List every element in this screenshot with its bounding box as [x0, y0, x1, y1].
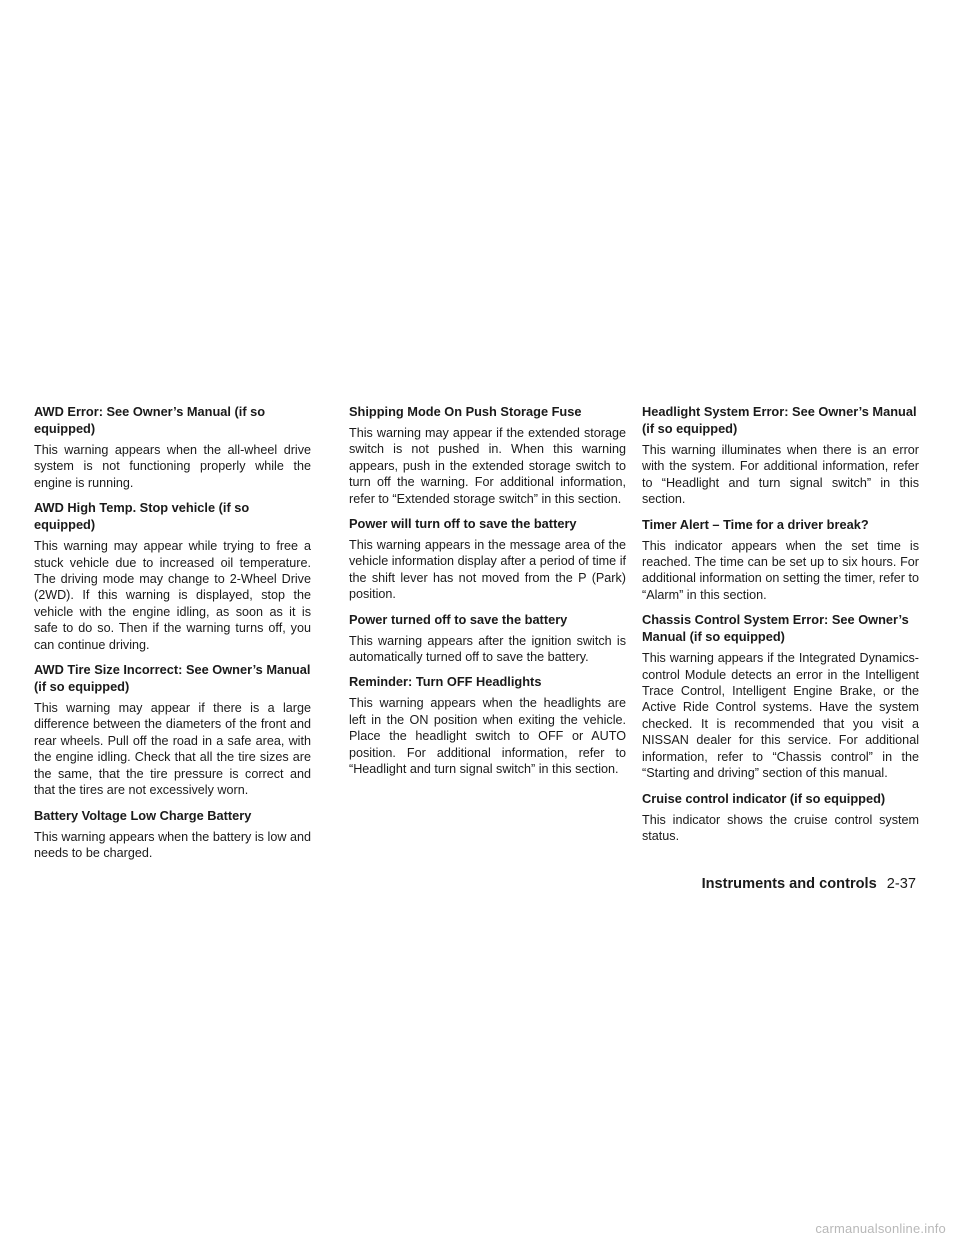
section-body: This warning appears when the all-wheel drive system is not functioning properly while the engine is running.	[34, 443, 311, 490]
section-body: This warning illuminates when there is an error with the system. For additional information, refer to “Headlight and turn signal switch” in this section.	[642, 443, 919, 507]
section-heading: Cruise control indicator (if so equipped)	[642, 790, 886, 806]
section-heading: Reminder: Turn OFF Headlights	[349, 674, 542, 690]
section-heading: Shipping Mode On Push Storage Fuse	[349, 404, 582, 419]
page-number: 2-37	[886, 876, 916, 892]
section-heading: Power will turn off to save the battery	[349, 516, 577, 532]
section-heading: Battery Voltage Low Charge Battery	[34, 807, 252, 823]
section-heading: Headlight System Error: See Owner’s Manual (if so equipped)	[642, 404, 917, 436]
section-heading: AWD Error: See Owner’s Manual (if so equipped)	[34, 404, 266, 436]
text-column-1	[34, 403, 311, 869]
text-column-3	[642, 403, 919, 852]
section-body: This warning may appear if the extended storage switch is not pushed in. When this warning appears, push in the extended storage switch to turn off the warning. For additional information, refer to “Extended storage switch” in this section.	[349, 426, 626, 506]
section-body: This indicator shows the cruise control system status.	[642, 812, 919, 843]
watermark-text: carmanualsonline.info	[815, 1221, 946, 1236]
section-body: This warning appears in the message area of the vehicle information display after a period of time if the shift lever has not moved from the P (Park) position.	[349, 538, 626, 602]
footer-section-title: Instruments and controls	[701, 876, 877, 892]
page-footer	[702, 876, 916, 892]
section-heading: AWD High Temp. Stop vehicle (if so equipped)	[34, 500, 250, 533]
section-body: This warning may appear if there is a large difference between the diameters of the front and rear wheels. Pull off the road in a safe area, with the engine idling. Check that all the tire sizes are the same, that the tire pressure is correct and that the tires are not excessively worn.	[34, 701, 311, 798]
section-body: This warning appears after the ignition switch is automatically turned off to save the battery.	[349, 633, 626, 665]
section-heading: Timer Alert – Time for a driver break?	[642, 516, 869, 532]
section-body: This warning appears if the Integrated Dynamics-control Module detects an error in the Intelligent Trace Control, Intelligent Engine Brake, or the Active Ride Control systems. Have the system checked. It is recommended that you visit a NISSAN dealer for this service. For additional information, refer to “Chassis control” in the “Starting and driving” section of this manual.	[642, 651, 919, 781]
section-body: This indicator appears when the set time is reached. The time can be set up to six hours. For additional information on setting the timer, refer to “Alarm” in this section.	[642, 538, 919, 602]
section-body: This warning appears when the headlights are left in the ON position when exiting the vehicle. Place the headlight switch to OFF or AUTO position. For additional information, refer to “Headlight and turn signal switch” in this section.	[349, 696, 626, 777]
section-body: This warning appears when the battery is low and needs to be charged.	[34, 829, 311, 860]
text-column-2	[349, 403, 626, 786]
section-body: This warning may appear while trying to free a stuck vehicle due to increased oil temperature. The driving mode may change to 2-Wheel Drive (2WD). If this warning is displayed, stop the vehicle with the engine idling, as soon as it is safe to do so. Then if the warning turns off, you can continue driving.	[34, 539, 311, 652]
section-heading: AWD Tire Size Incorrect: See Owner’s Manual (if so equipped)	[34, 662, 311, 695]
section-heading: Chassis Control System Error: See Owner’s Manual (if so equipped)	[642, 612, 909, 645]
section-heading: Power turned off to save the battery	[349, 611, 568, 627]
